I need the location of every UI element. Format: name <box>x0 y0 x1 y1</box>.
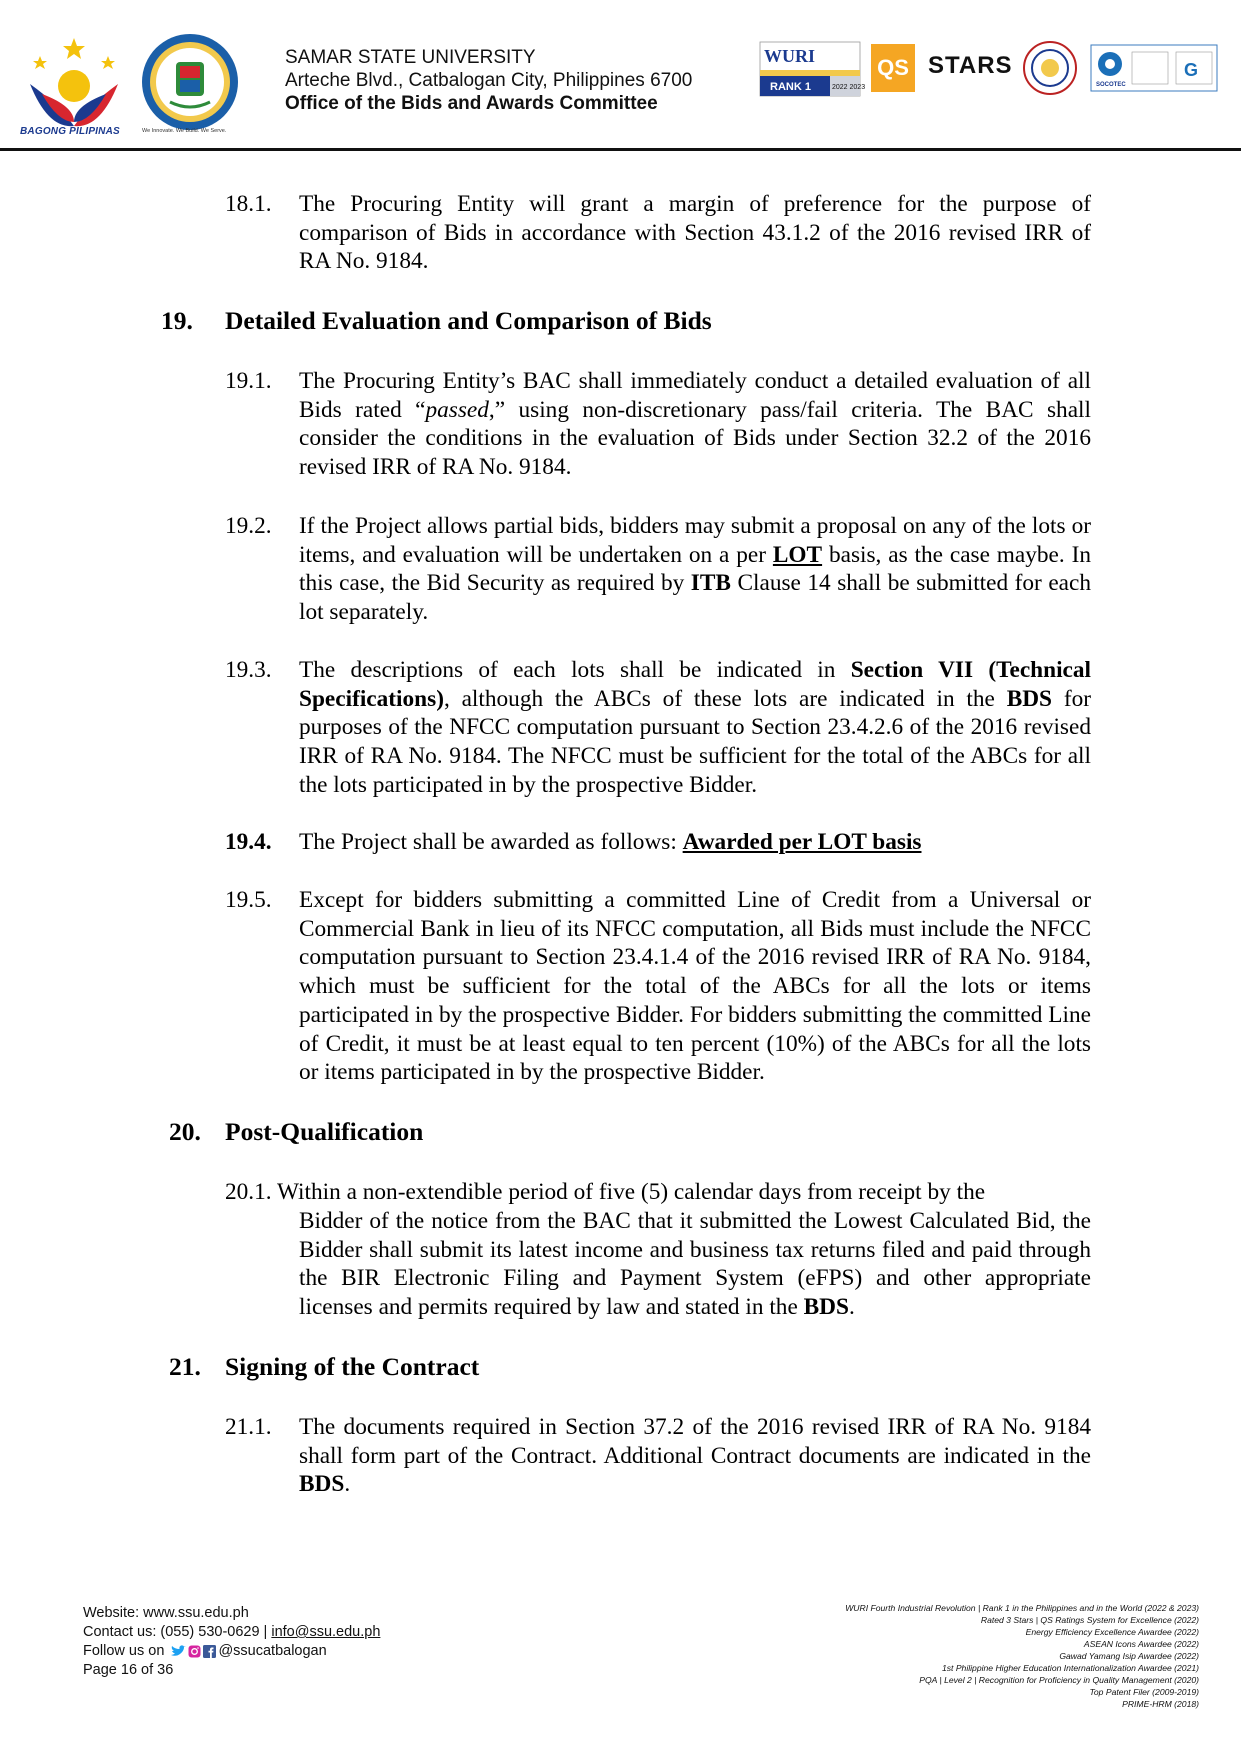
page-number: Page 16 of 36 <box>83 1662 174 1678</box>
text-run: Bidder of the notice from the BAC that it submitted the Lowest Calculated Bid, the Bidder shall submit its latest income and business tax returns filed and paid through the BIR Electronic Filing and Payment System (eFPS) and other appropriate licenses and permits required by law and stated in the <box>299 1208 1091 1321</box>
text-run: The documents required in Section 37.2 of the 2016 revised IRR of RA No. 9184 shall form part of the Contract. Additional Contract documents are indicated in the <box>299 1414 1091 1469</box>
section-20-heading <box>169 1117 423 1147</box>
office-name: Office of the Bids and Awards Committee <box>285 93 658 114</box>
text-run: basis, as the case maybe. In this case, the Bid Security as required by <box>299 541 1091 597</box>
twitter-icon[interactable] <box>170 1645 186 1658</box>
social-handle: @ssucatbalogan <box>218 1643 327 1659</box>
socotec-certification-logo <box>1090 44 1218 92</box>
award-seal-logo <box>1022 40 1078 96</box>
award-line: ASEAN Icons Awardee (2022) <box>1083 1639 1199 1649</box>
section-number: 20. <box>169 1117 201 1146</box>
footer-website: Website: www.ssu.edu.ph <box>83 1605 249 1621</box>
section-19-heading <box>161 306 712 336</box>
institution-block <box>285 46 692 115</box>
award-line: WURI Fourth Industrial Revolution | Rank 1 in the Philippines and in the World (2022 & 2023) <box>845 1603 1199 1613</box>
text-run: , although the ABCs of these lots are indicated in the <box>443 685 1007 712</box>
award-line: 1st Philippine Higher Education Internationalization Awardee (2021) <box>941 1663 1199 1673</box>
footer-contact <box>83 1604 380 1680</box>
text-run: . <box>344 1471 351 1498</box>
wurj-wordmark: WURI <box>764 46 816 66</box>
section-21-heading <box>169 1352 479 1382</box>
clause-18-1-text: The Procuring Entity will grant a margin of preference for the purpose of comparison of Bids in accordance with Section 43.1.2 of the 2016 revised IRR of RA No. 9184. <box>299 191 1091 275</box>
bds-term: BDS <box>299 1471 345 1498</box>
text-run: The Procuring Entity’s BAC shall immediately conduct a detailed evaluation of all Bids rated “ <box>299 368 1091 423</box>
bds-term: BDS <box>1006 685 1053 712</box>
bds-term: BDS <box>803 1294 849 1321</box>
text-run: for purposes of the NFCC computation pursuant to Section 23.4.2.6 of the 2016 revised IRR of RA No. 9184. The NFCC must be sufficient for the total of the ABCs for all the lots participated in by the prospective Bidder. <box>299 685 1091 798</box>
clause-19-2-text <box>299 512 1091 627</box>
clause-number: 19.3. <box>225 657 272 683</box>
text-run: The Project shall be awarded as follows: <box>299 829 683 855</box>
text-run: ,” using non-discretionary pass/fail criteria. The BAC shall consider the conditions in the evaluation of Bids under Section 32.2 of the 2016 revised IRR of RA No. 9184. <box>299 396 1091 481</box>
clause-number: 20.1. <box>225 1179 272 1205</box>
footer-awards <box>779 1602 1199 1710</box>
qs-stars-label: STARS <box>928 52 1013 79</box>
ssu-tagline: We Innovate. We Build. We Serve. <box>142 128 227 134</box>
clause-19-1-text <box>299 367 1091 482</box>
instagram-icon[interactable] <box>188 1645 201 1658</box>
award-basis: Awarded per LOT basis <box>682 829 922 855</box>
page-header <box>0 0 1241 152</box>
text-run: Within a non-extendible period of five (5) calendar days from receipt by the <box>277 1179 986 1205</box>
clause-19-4-text <box>299 828 1091 857</box>
clause-20-1-text <box>299 1207 1091 1322</box>
footer-follow-line <box>83 1642 380 1661</box>
clause-number: 19.2. <box>225 513 272 539</box>
clause-number: 18.1. <box>225 191 272 217</box>
section-title: Post-Qualification <box>225 1117 424 1146</box>
clause-number: 19.5. <box>225 887 272 913</box>
ssu-seal-logo <box>140 32 240 132</box>
clause-number: 21.1. <box>225 1414 272 1440</box>
section-vii-term: Section VII (Technical Specifications) <box>299 657 1092 712</box>
award-line: PQA | Level 2 | Recognition for Proficiency in Quality Management (2020) <box>919 1675 1199 1685</box>
clause-20-1-first-line <box>225 1178 1091 1207</box>
award-line: PRIME-HRM (2018) <box>1122 1699 1199 1709</box>
social-icons <box>170 1645 216 1658</box>
university-address: Arteche Blvd., Catbalogan City, Philippines 6700 <box>285 70 693 91</box>
wurj-rank: RANK 1 <box>770 81 811 93</box>
clause-number: 19.4. <box>225 829 272 855</box>
clause-19-3-text <box>299 656 1091 800</box>
email-link[interactable]: info@ssu.edu.ph <box>271 1624 381 1640</box>
text-run: . <box>848 1294 855 1321</box>
wurj-years: 2022 2023 <box>832 84 866 91</box>
facebook-icon[interactable] <box>203 1645 216 1658</box>
contact-phone: Contact us: (055) 530-0629 | <box>83 1624 272 1640</box>
university-name: SAMAR STATE UNIVERSITY <box>285 47 536 68</box>
award-line: Rated 3 Stars | QS Ratings System for Excellence (2022) <box>980 1615 1199 1625</box>
qs-logo: QS <box>871 44 915 92</box>
lot-term: LOT <box>772 541 823 568</box>
clause-19-5-text: Except for bidders submitting a committed Line of Credit from a Universal or Commercial Bank in lieu of its NFCC computation, all Bids must include the NFCC computation pursuant to Section 23.4.1.4 of the 2016 revised IRR of RA No. 9184, which must be sufficient for the total of the ABCs for all the lots or items participated in by the prospective Bidder. For bidders submitting the committed Line of Credit, it must be at least equal to ten percent (10%) of the ABCs for all the lots or items participated in by the prospective Bidder. <box>299 887 1091 1086</box>
svg-text:G: G <box>1184 60 1199 80</box>
bagong-pilipinas-logo <box>18 34 130 138</box>
section-number: 19. <box>161 306 193 335</box>
award-line: Energy Efficiency Excellence Awardee (2022) <box>1025 1627 1199 1637</box>
bagong-pilipinas-label: BAGONG PILIPINAS <box>20 126 120 137</box>
clause-21-1-text <box>299 1413 1091 1499</box>
socotec-label: SOCOTEC <box>1096 82 1126 88</box>
text-run: Clause 14 shall be submitted for each lot separately. <box>299 570 1091 626</box>
award-line: Top Patent Filer (2009-2019) <box>1089 1687 1199 1697</box>
text-run: The descriptions of each lots shall be indicated in <box>299 657 851 683</box>
itb-term: ITB <box>690 570 731 597</box>
section-title: Detailed Evaluation and Comparison of Bids <box>225 306 712 335</box>
text-run: If the Project allows partial bids, bidders may submit a proposal on any of the lots or items, and evaluation will be undertaken on a per <box>299 513 1091 568</box>
follow-label: Follow us on <box>83 1643 169 1659</box>
footer-contact-line <box>83 1623 380 1642</box>
award-line: Gawad Yamang Isip Awardee (2022) <box>1059 1651 1199 1661</box>
header-divider <box>0 148 1241 151</box>
section-title: Signing of the Contract <box>225 1352 480 1381</box>
clause-number: 19.1. <box>225 368 272 394</box>
section-number: 21. <box>169 1352 201 1381</box>
wurj-ranking-badge <box>760 42 866 96</box>
italic-term: passed <box>425 396 489 423</box>
